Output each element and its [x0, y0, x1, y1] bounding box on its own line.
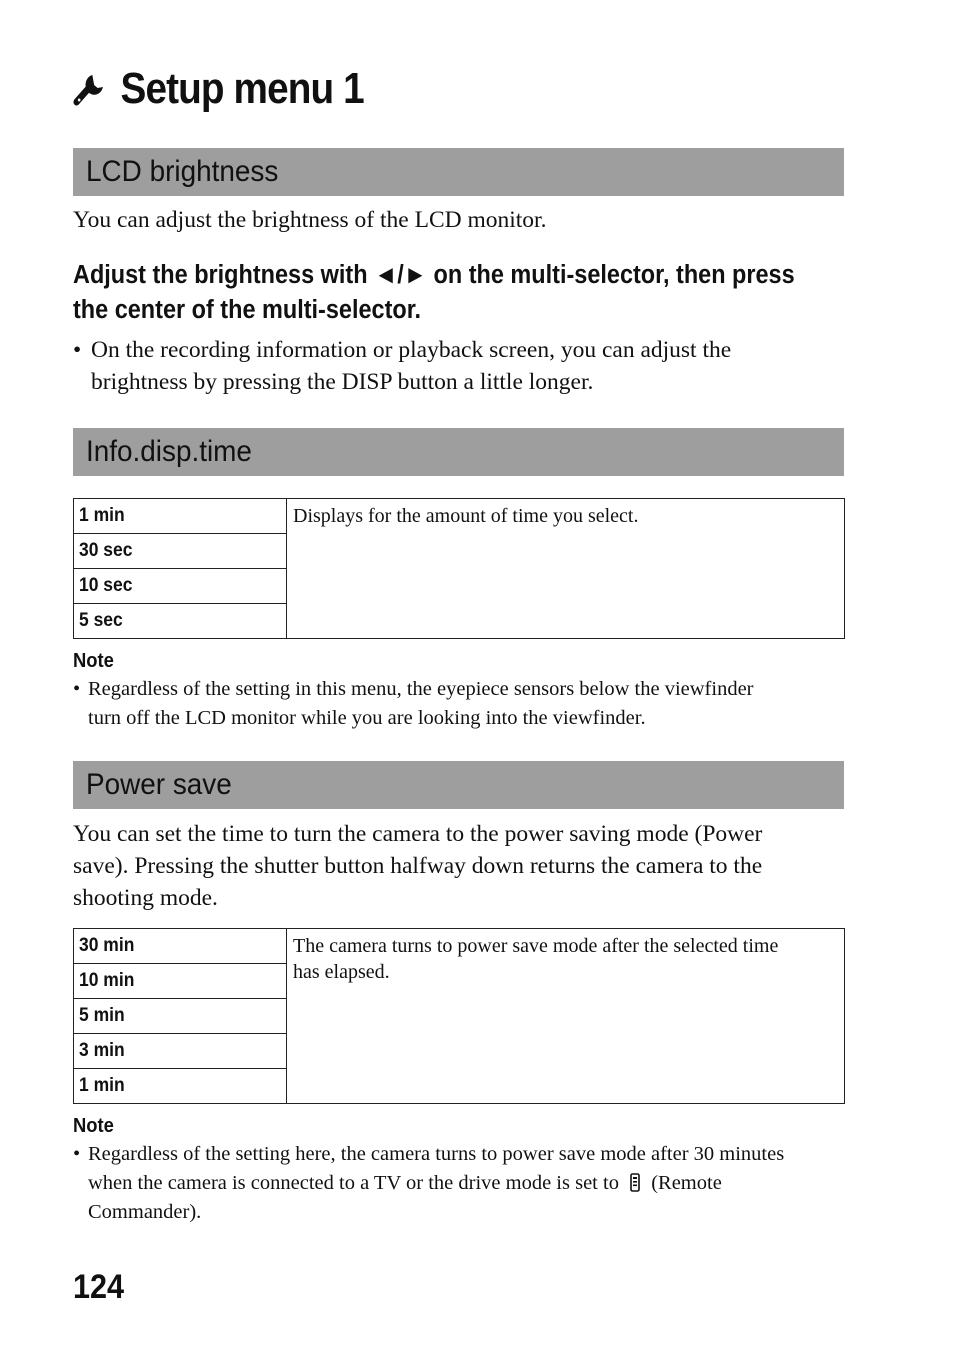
- power-intro-line-1: You can set the time to turn the camera to the power saving mode (Power: [73, 821, 763, 847]
- power-description-line-2: has elapsed.: [293, 961, 390, 983]
- lcd-bullet-line-1: On the recording information or playback screen, you can adjust the: [91, 337, 732, 363]
- info-disp-time-table: [73, 498, 845, 639]
- remote-commander-icon: [628, 1172, 642, 1192]
- option-cell: 1 min: [74, 1069, 287, 1104]
- bullet-marker: •: [73, 1143, 81, 1165]
- option-description: [287, 929, 845, 1104]
- info-note-line-1: Regardless of the setting in this menu, the eyepiece sensors below the viewfinder: [88, 678, 754, 700]
- option-cell: 1 min: [74, 499, 287, 534]
- power-intro-line-3: shooting mode.: [73, 885, 218, 911]
- power-description-line-1: The camera turns to power save mode after the selected time: [293, 935, 779, 957]
- lcd-bullet-line-2: brightness by pressing the DISP button a little longer.: [91, 369, 594, 395]
- lcd-step-line-2: the center of the multi-selector.: [73, 296, 422, 324]
- option-cell: 10 min: [74, 964, 287, 999]
- page-number: 124: [73, 1268, 125, 1306]
- table-row: [74, 929, 845, 964]
- section-header-power-save: Power save: [73, 761, 844, 809]
- info-note: [73, 675, 848, 733]
- power-intro-line-2: save). Pressing the shutter button halfway down returns the camera to the: [73, 853, 763, 879]
- note-heading: Note: [73, 650, 114, 672]
- page-title-row: [73, 60, 364, 118]
- option-cell: 10 sec: [74, 569, 287, 604]
- lcd-step-instruction: [73, 258, 800, 328]
- option-cell: 3 min: [74, 1034, 287, 1069]
- option-cell: 30 sec: [74, 534, 287, 569]
- note-heading: Note: [73, 1115, 114, 1137]
- power-note: [73, 1140, 848, 1227]
- option-cell: 30 min: [74, 929, 287, 964]
- info-note-line-2: turn off the LCD monitor while you are looking into the viewfinder.: [88, 707, 646, 729]
- power-note-line-2: when the camera is connected to a TV or the drive mode is set to (Remote: [88, 1172, 722, 1194]
- power-note-line-3: Commander).: [88, 1201, 202, 1223]
- section-header-lcd-brightness: LCD brightness: [73, 148, 844, 196]
- lcd-bullet: [73, 334, 843, 398]
- power-note-line-1: Regardless of the setting here, the camera turns to power save mode after 30 minutes: [88, 1143, 785, 1165]
- wrench-icon: [73, 69, 108, 109]
- option-cell: 5 min: [74, 999, 287, 1034]
- bullet-marker: •: [73, 337, 82, 363]
- page-title: Setup menu 1: [120, 64, 364, 113]
- option-description: Displays for the amount of time you select.: [287, 499, 845, 639]
- bullet-marker: •: [73, 678, 81, 700]
- section-header-info-disp-time: Info.disp.time: [73, 428, 844, 476]
- power-intro: [73, 818, 863, 914]
- lcd-intro: You can adjust the brightness of the LCD monitor.: [73, 207, 547, 233]
- lcd-step-line-1: Adjust the brightness with ◄/► on the multi-selector, then press: [73, 261, 795, 289]
- power-save-table: [73, 928, 845, 1104]
- option-cell: 5 sec: [74, 604, 287, 639]
- table-row: [74, 499, 845, 534]
